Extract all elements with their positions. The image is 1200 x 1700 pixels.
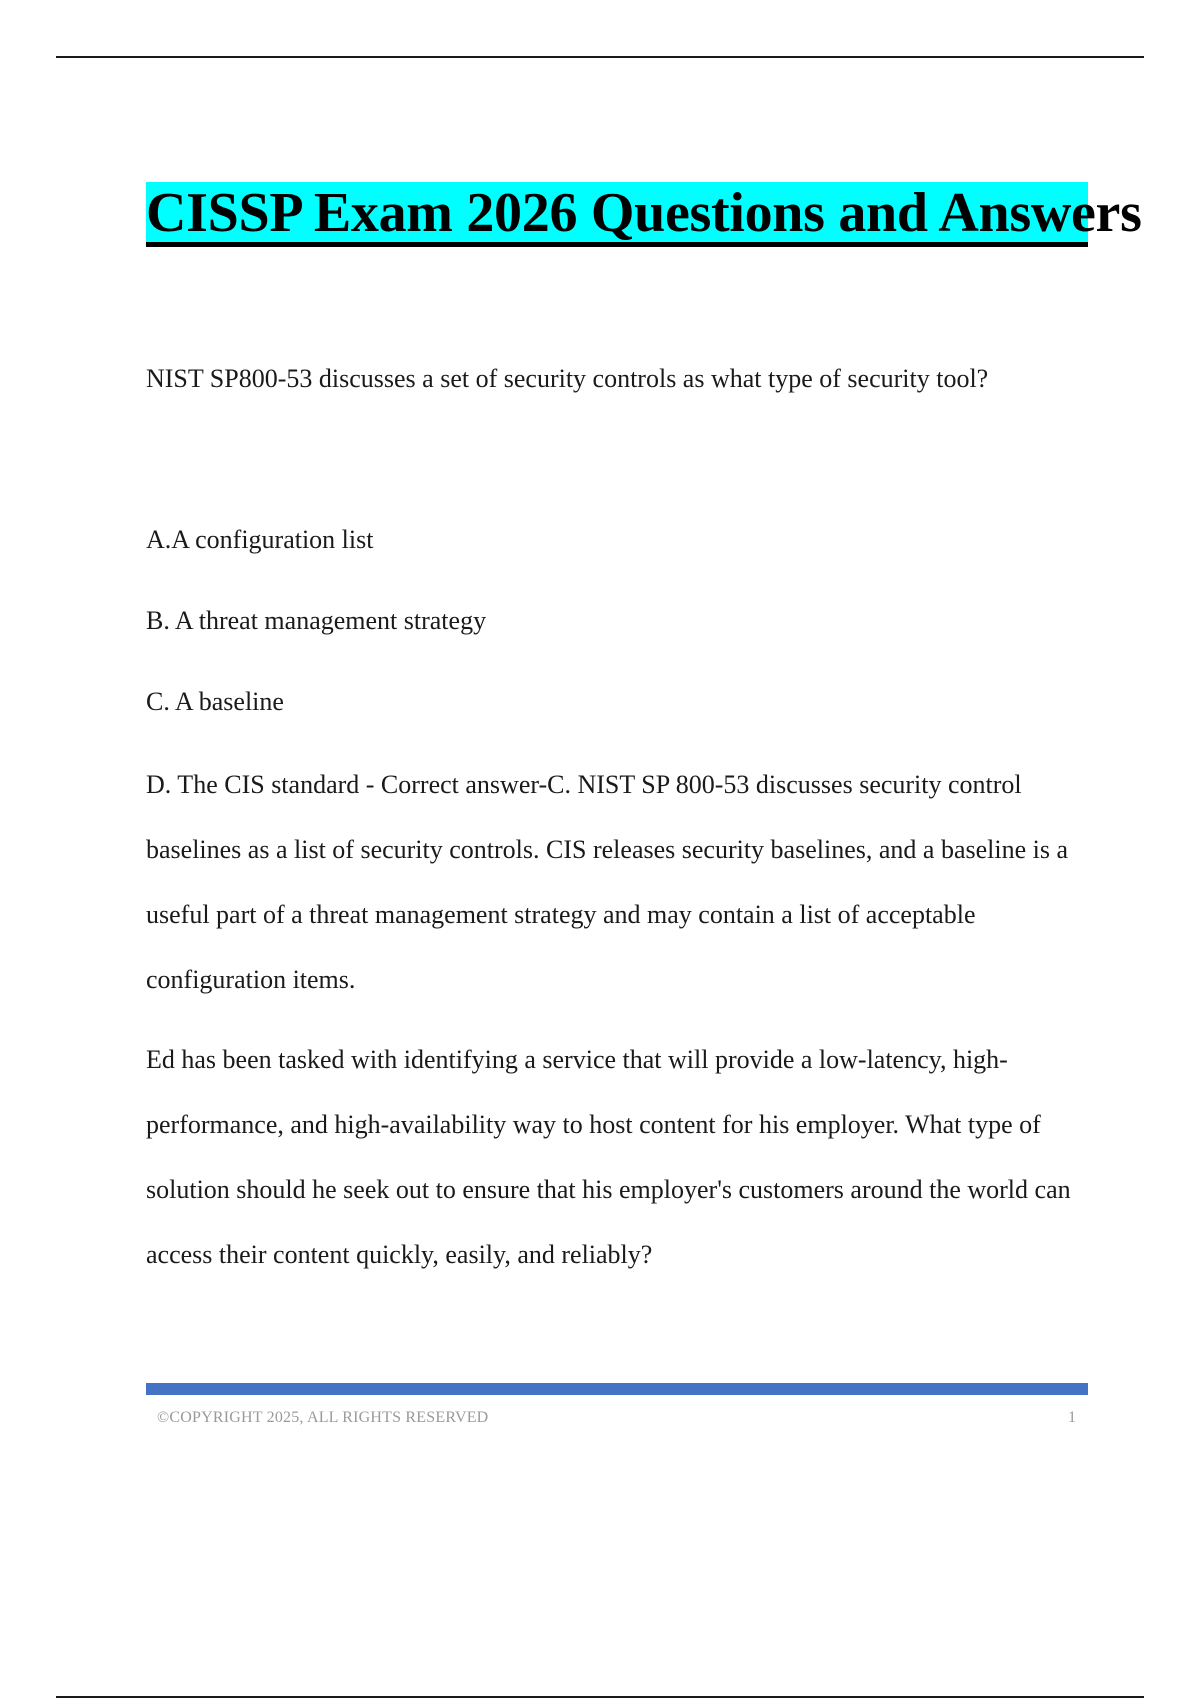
footer-copyright: ©COPYRIGHT 2025, ALL RIGHTS RESERVED [157,1409,489,1426]
title-block [146,182,1142,247]
option-d-and-answer: D. The CIS standard - Correct answer-C. NIST SP 800-53 discusses security control baselines as a list of security controls. CIS releases security baselines, and a baseline is a useful part of a threat management strategy and may contain a list of acceptable configuration items. [146,770,1069,994]
question-1-prompt: NIST SP800-53 discusses a set of security controls as what type of security tool? [146,364,989,393]
page-number: 1 [1068,1409,1076,1426]
option-a: A.A configuration list [146,525,374,554]
document-title: CISSP Exam 2026 Questions and Answers [146,182,1088,247]
question-2-prompt: Ed has been tasked with identifying a service that will provide a low-latency, high-performance, and high-availability way to host content for his employer. What type of solution should he seek out to ensure that his employer's customers around the world can access their content quickly, easily, and reliably? [146,1045,1071,1269]
top-rule [56,56,1144,58]
bottom-rule [56,1696,1144,1698]
footer-bar [146,1383,1088,1395]
option-b: B. A threat management strategy [146,606,487,635]
option-c: C. A baseline [146,687,284,716]
